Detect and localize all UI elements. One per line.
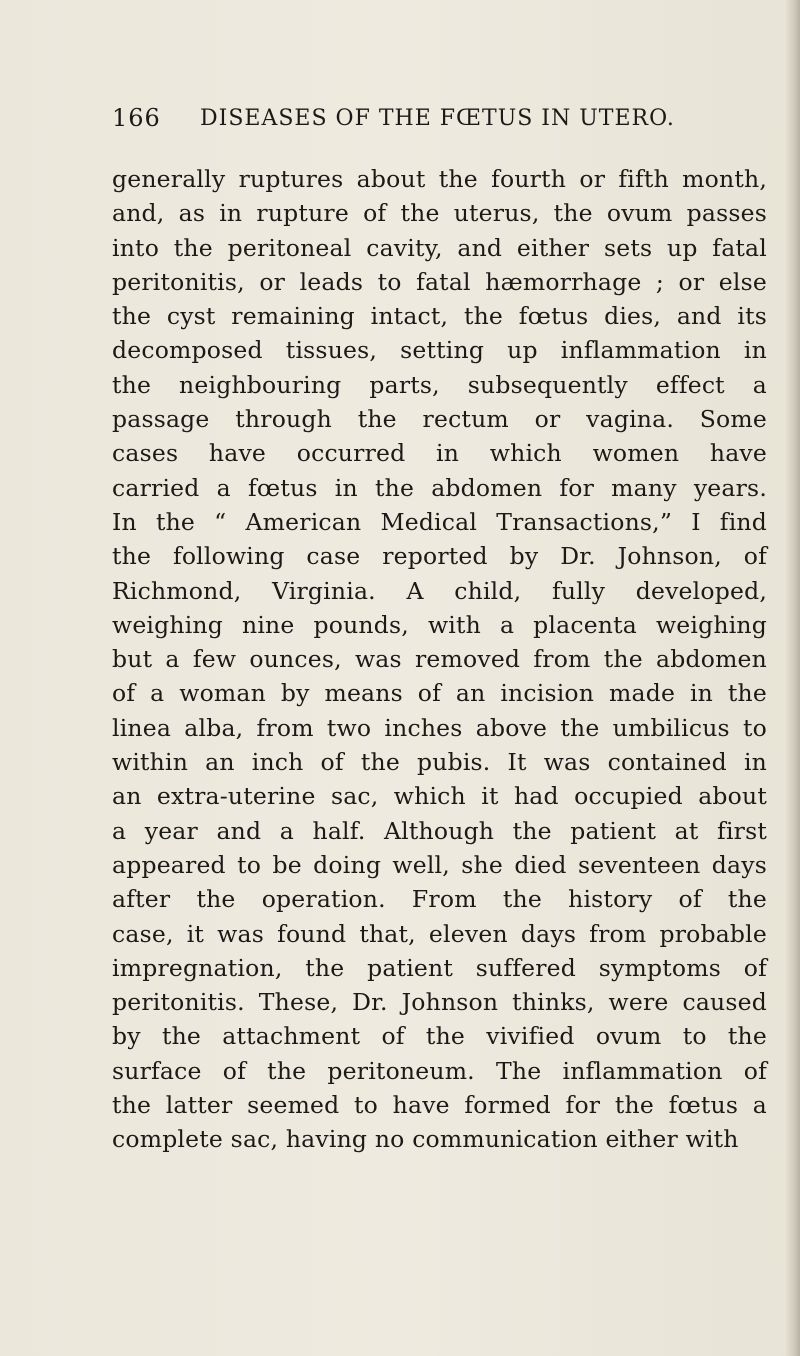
- text-line: appeared to be doing well, she died seventeen days: [112, 850, 767, 879]
- text-line: after the operation. From the history of the: [112, 885, 767, 914]
- text-line: a year and a half. Although the patient at first: [112, 816, 767, 845]
- page-edge: [786, 0, 800, 1356]
- text-line: of a woman by means of an incision made in the: [112, 679, 767, 708]
- body-text: [112, 162, 767, 1157]
- text-line: surface of the peritoneum. The inflammation of: [112, 1056, 767, 1085]
- text-line: weighing nine pounds, with a placenta weighing: [112, 610, 767, 639]
- text-line: generally ruptures about the fourth or fifth month,: [112, 165, 767, 193]
- text-line: impregnation, the patient suffered symptoms of: [112, 953, 767, 982]
- text-line: case, it was found that, eleven days from probable: [112, 919, 767, 948]
- text-line: carried a fœtus in the abdomen for many years.: [112, 473, 767, 502]
- text-line: by the attachment of the vivified ovum to the: [112, 1022, 767, 1051]
- running-title: DISEASES OF THE FŒTUS IN UTERO.: [200, 106, 675, 131]
- text-line: the cyst remaining intact, the fœtus dies, and its: [112, 302, 767, 331]
- text-line: linea alba, from two inches above the umbilicus to: [112, 713, 767, 742]
- text-line: an extra-uterine sac, which it had occupied about: [112, 782, 767, 811]
- text-line: cases have occurred in which women have: [112, 439, 767, 468]
- text-line: the neighbouring parts, subsequently effect a: [112, 370, 767, 399]
- text-line: peritonitis. These, Dr. Johnson thinks, were caused: [112, 988, 767, 1017]
- text-line: passage through the rectum or vagina. Some: [112, 405, 767, 434]
- page-number: 166: [112, 104, 161, 132]
- text-line: Richmond, Virginia. A child, fully developed,: [112, 576, 767, 605]
- text-line: but a few ounces, was removed from the abdomen: [112, 645, 767, 674]
- text-line: the following case reported by Dr. Johnson, of: [112, 542, 767, 571]
- text-line: In the “ American Medical Transactions,” I find: [112, 507, 767, 536]
- running-header: [112, 104, 702, 144]
- text-line: and, as in rupture of the uterus, the ovum passes: [112, 199, 767, 228]
- text-line: the latter seemed to have formed for the fœtus a: [112, 1091, 767, 1120]
- text-line: peritonitis, or leads to fatal hæmorrhage ; or else: [112, 267, 767, 296]
- text-line: into the peritoneal cavity, and either sets up fatal: [112, 233, 767, 262]
- text-line: decomposed tissues, setting up inflammation in: [112, 336, 767, 365]
- text-line: complete sac, having no communication either with: [112, 1125, 739, 1154]
- text-line: within an inch of the pubis. It was contained in: [112, 748, 767, 777]
